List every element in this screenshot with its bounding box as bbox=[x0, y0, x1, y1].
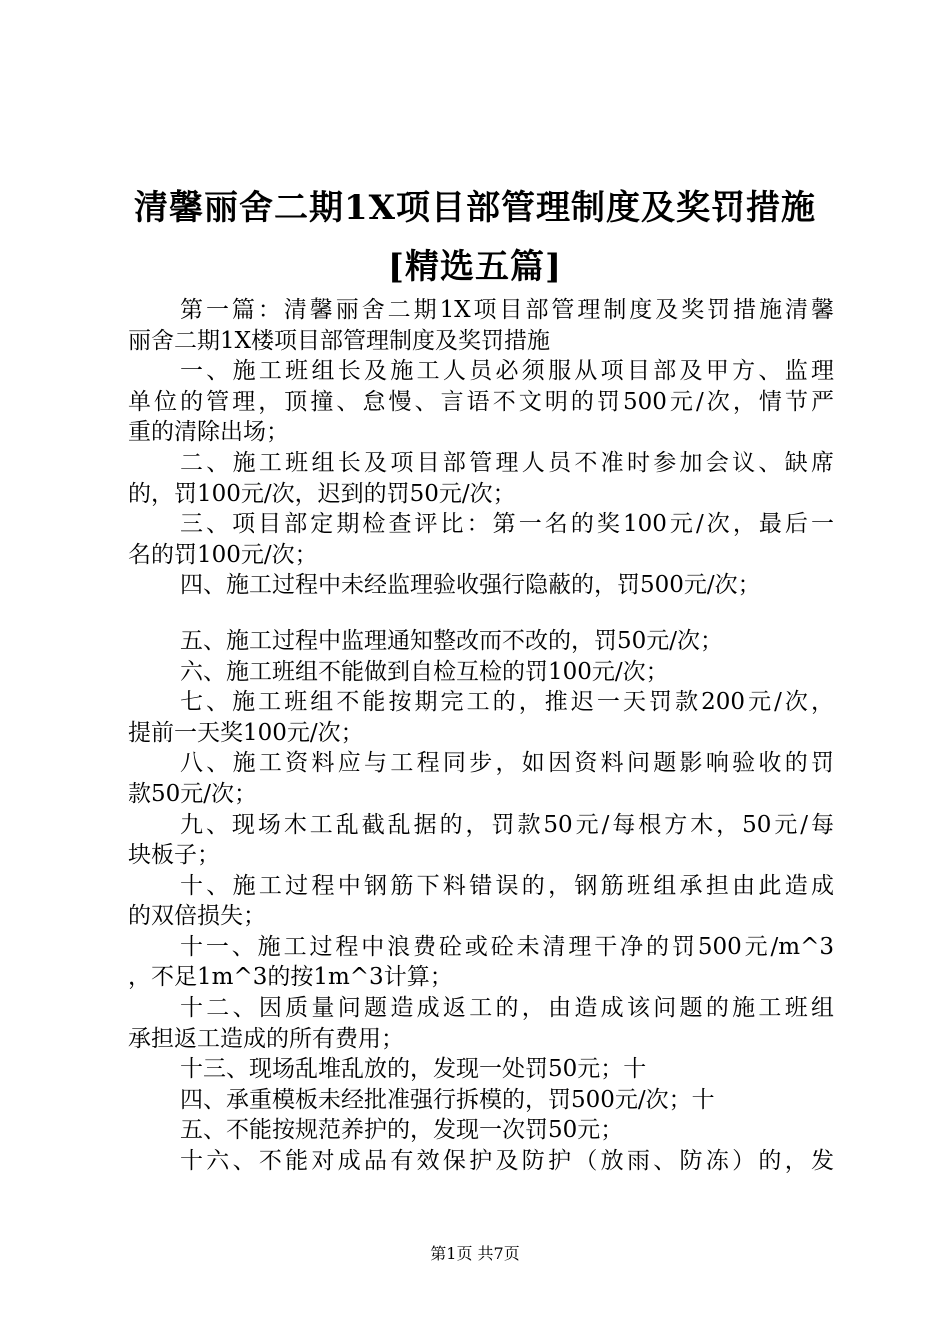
body-line: 块板子； bbox=[128, 842, 220, 869]
page-footer: 第1页 共7页 bbox=[430, 1244, 520, 1263]
body-line: 二、施工班组长及项目部管理人员不准时参加会议、缺席 bbox=[180, 449, 834, 476]
body-line: 的，罚100元/次，迟到的罚50元/次； bbox=[128, 480, 516, 507]
body-line: 十一、施工过程中浪费砼或砼未清理干净的罚500元/m^3 bbox=[180, 933, 834, 960]
body-line: 名的罚100元/次； bbox=[128, 541, 318, 568]
document-title-line2: [精选五篇] bbox=[387, 247, 563, 287]
document-title-line1: 清馨丽舍二期1X项目部管理制度及奖罚措施 bbox=[133, 188, 817, 228]
body-line: 单位的管理，顶撞、怠慢、言语不文明的罚500元/次，情节严 bbox=[128, 388, 834, 415]
body-line: 三、项目部定期检查评比：第一名的奖100元/次，最后一 bbox=[180, 511, 834, 538]
body-line: 四、承重模板未经批准强行拆模的，罚500元/次；十 bbox=[180, 1086, 715, 1113]
body-line: 的双倍损失； bbox=[128, 903, 266, 930]
body-line: ，不足1m^3的按1m^3计算； bbox=[128, 964, 453, 991]
body-line: 丽舍二期1X楼项目部管理制度及奖罚措施 bbox=[128, 327, 551, 354]
body-line: 五、不能按规范养护的，发现一次罚50元； bbox=[180, 1117, 624, 1144]
body-line: 五、施工过程中监理通知整改而不改的，罚50元/次； bbox=[180, 627, 724, 654]
body-line: 十三、现场乱堆乱放的，发现一处罚50元；十 bbox=[180, 1056, 647, 1083]
body-line: 一、施工班组长及施工人员必须服从项目部及甲方、监理 bbox=[180, 358, 834, 385]
body-line: 十六、不能对成品有效保护及防护（放雨、防冻）的，发 bbox=[180, 1148, 834, 1175]
body-line: 款50元/次； bbox=[128, 780, 258, 807]
body-line: 八、施工资料应与工程同步，如因资料问题影响验收的罚 bbox=[180, 750, 834, 777]
body-line: 提前一天奖100元/次； bbox=[128, 719, 364, 746]
body-line: 第一篇：清馨丽舍二期1X项目部管理制度及奖罚措施清馨 bbox=[180, 297, 834, 323]
body-line: 九、现场木工乱截乱据的，罚款50元/每根方木，50元/每 bbox=[180, 811, 834, 838]
body-line: 重的清除出场； bbox=[128, 419, 289, 446]
body-line: 七、施工班组不能按期完工的，推迟一天罚款200元/次， bbox=[180, 689, 834, 716]
body-line: 六、施工班组不能做到自检互检的罚100元/次； bbox=[180, 658, 669, 685]
blank-line bbox=[128, 601, 834, 626]
body-line: 承担返工造成的所有费用； bbox=[128, 1025, 404, 1052]
body-line: 十二、因质量问题造成返工的，由造成该问题的施工班组 bbox=[180, 995, 834, 1022]
document-body bbox=[128, 295, 834, 1177]
body-line: 四、施工过程中未经监理验收强行隐蔽的，罚500元/次； bbox=[180, 572, 761, 599]
body-line: 十、施工过程中钢筋下料错误的，钢筋班组承担由此造成 bbox=[180, 872, 834, 899]
